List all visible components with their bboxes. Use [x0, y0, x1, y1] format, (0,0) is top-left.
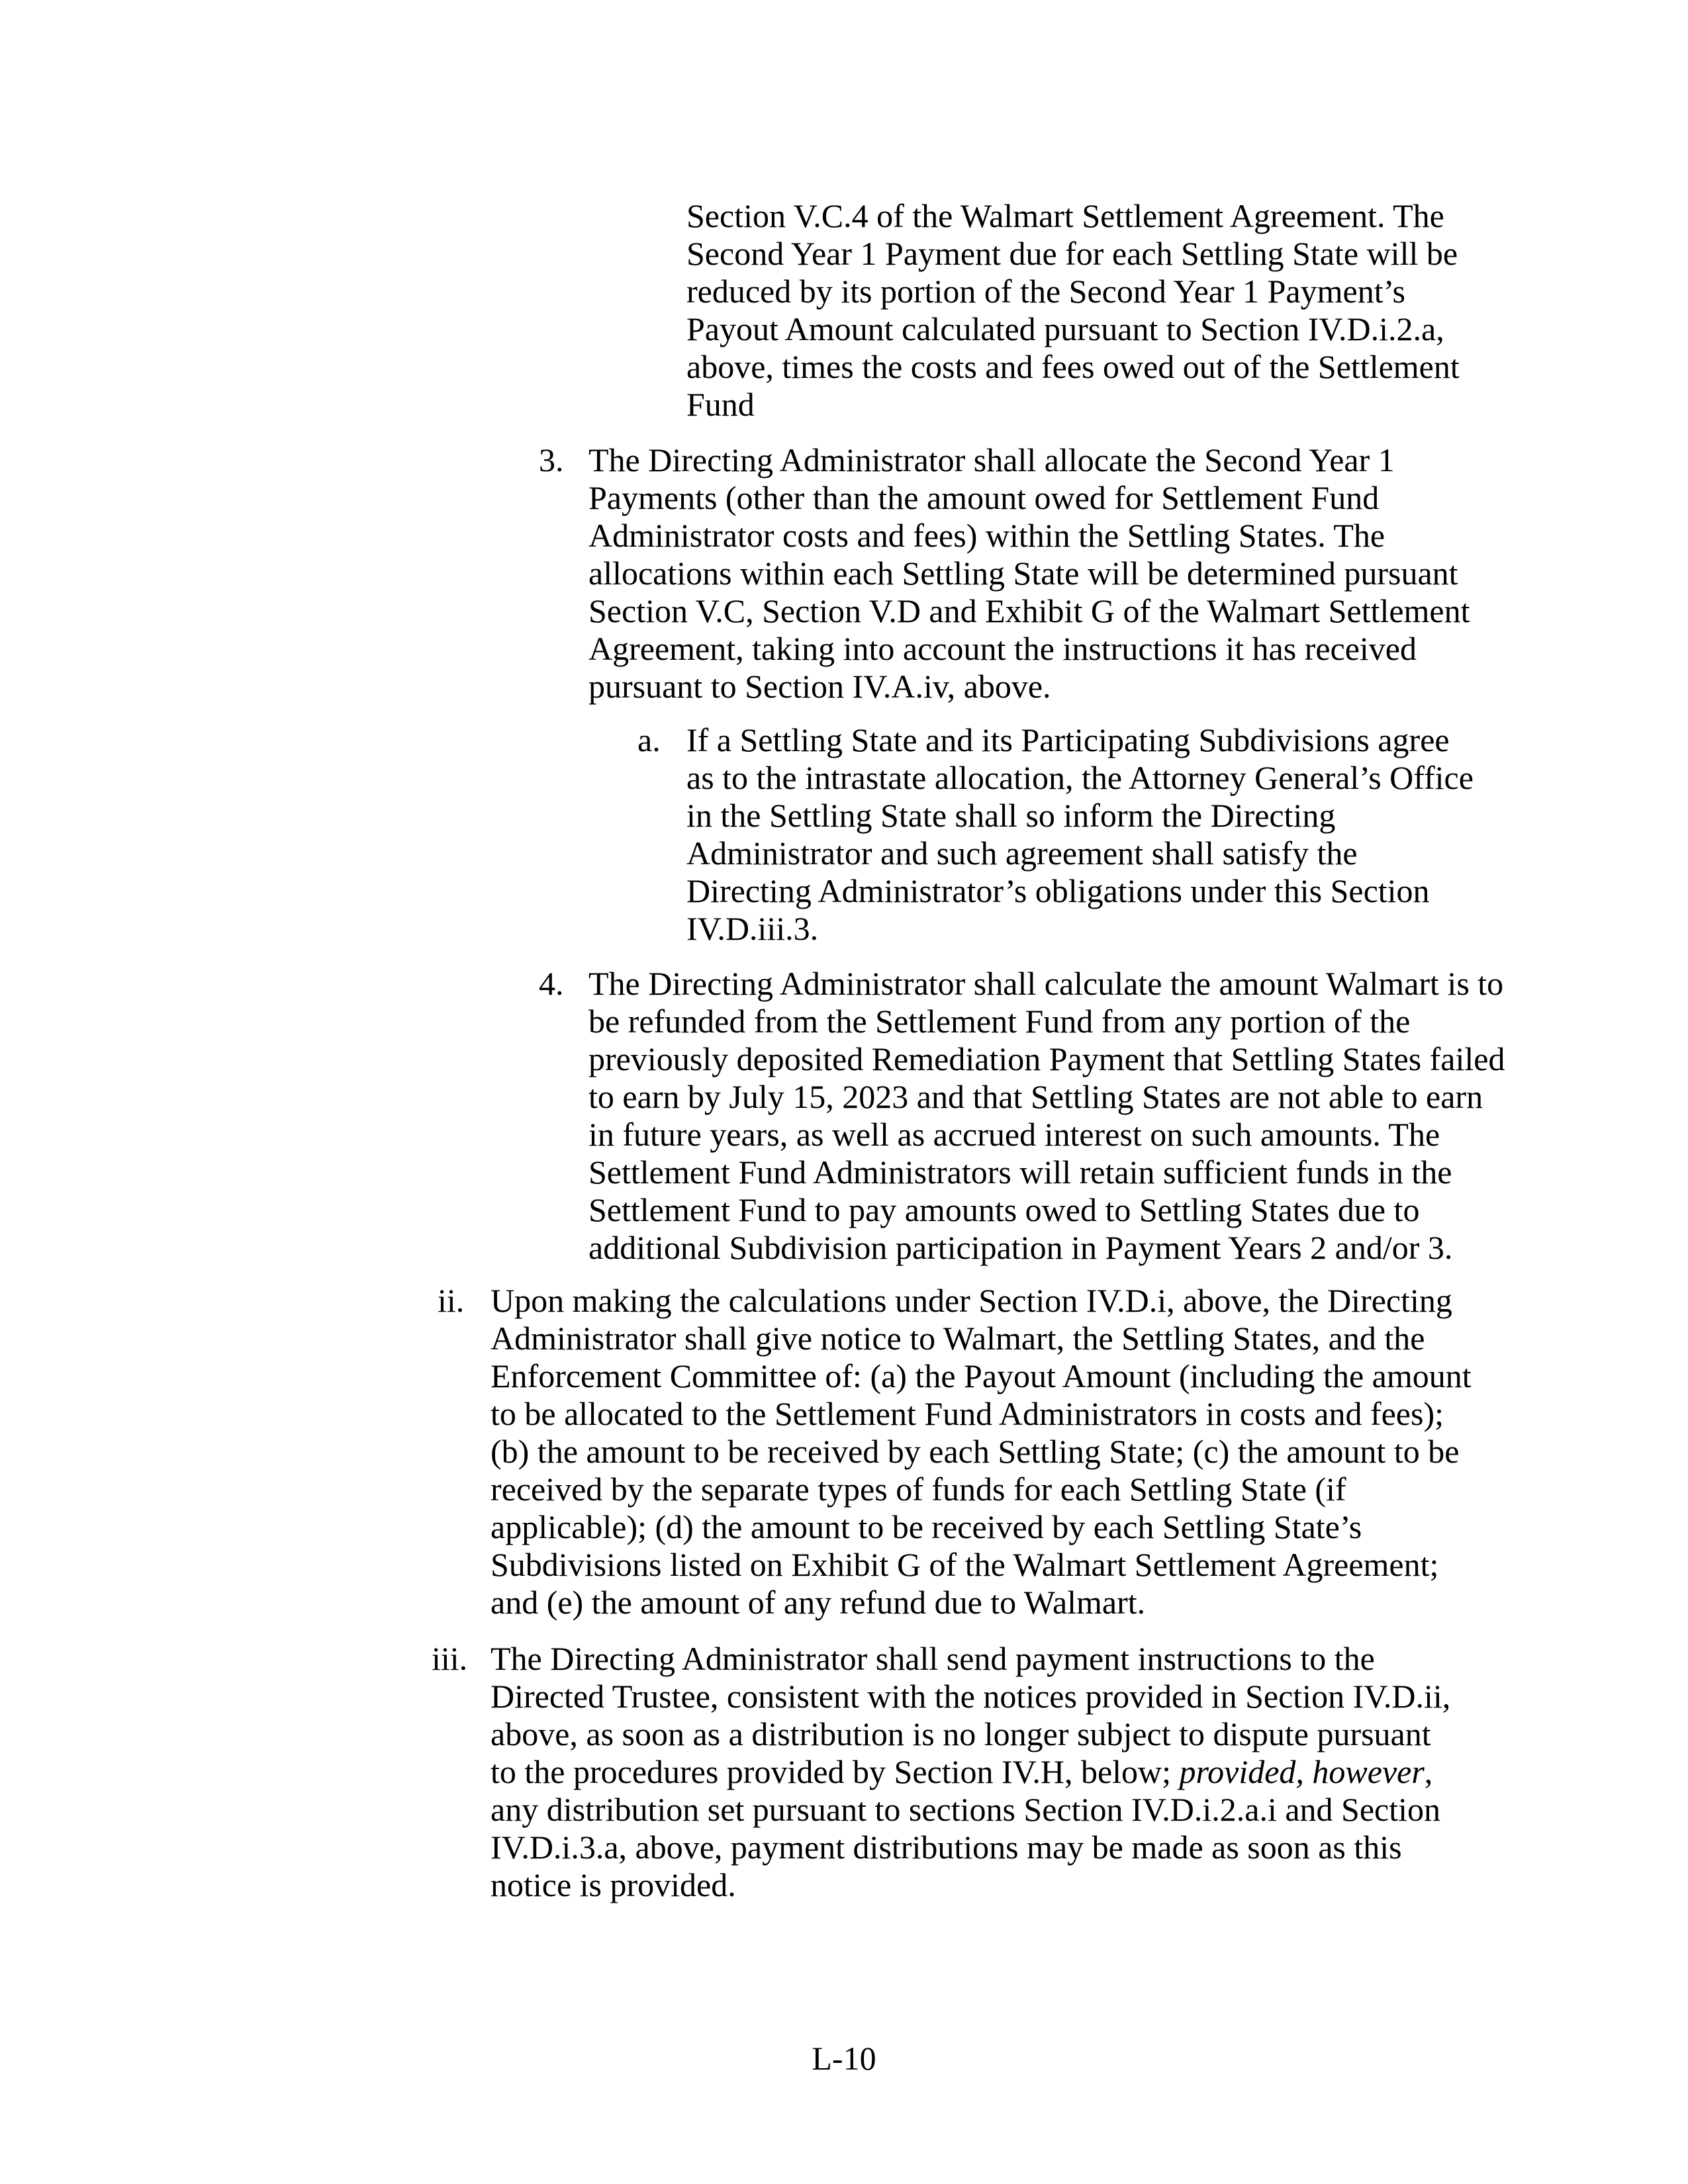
- item-iii-label: iii.: [432, 1640, 468, 1677]
- item-iii-text-before: The Directing Administrator shall send payment instructions to the Directed Trustee, consistent with the notices provided in Section IV.D.ii, above, as soon as a distribution is no longer subject to dispute pursuant to the procedures provided by Section IV.H, below;: [491, 1640, 1451, 1790]
- item-ii-label: ii.: [438, 1282, 465, 1319]
- item-iii-text: [491, 1640, 1457, 1904]
- item-4-label: 4.: [539, 965, 564, 1002]
- page-number: L-10: [812, 2040, 876, 2077]
- item-iii-italic: provided, however: [1179, 1753, 1425, 1790]
- item-3a-text: If a Settling State and its Participating Subdivisions agree as to the intrastate allocation, the Attorney General’s Office in the Settling State shall so inform the Directing Administrator and such agreement shall satisfy the Directing Administrator’s obligations under this Section IV.D.iii.3.: [686, 721, 1474, 947]
- item-ii-text: Upon making the calculations under Section IV.D.i, above, the Directing Administrator shall give notice to Walmart, the Settling States, and the Enforcement Committee of: (a) the Payout Amount (including the amount to be allocated to the Settlement Fund Administrators in costs and fees); (b) the amount to be received by each Settling State; (c) the amount to be received by the separate types of funds for each Settling State (if applicable); (d) the amount to be received by each Settling State’s Subdivisions listed on Exhibit G of the Walmart Settlement Agreement; and (e) the amount of any refund due to Walmart.: [491, 1282, 1472, 1621]
- item-3a-label: a.: [637, 721, 661, 758]
- item-4-text: The Directing Administrator shall calculate the amount Walmart is to be refunded from the Settlement Fund from any portion of the previously deposited Remediation Payment that Settling States failed to earn by July 15, 2023 and that Settling States are not able to earn in future years, as well as accrued interest on such amounts. The Settlement Fund Administrators will retain sufficient funds in the Settlement Fund to pay amounts owed to Settling States due to additional Subdivision participation in Payment Years 2 and/or 3.: [588, 965, 1505, 1266]
- continuation-paragraph: Section V.C.4 of the Walmart Settlement Agreement. The Second Year 1 Payment due for each Settling State will be reduced by its portion of the Second Year 1 Payment’s Payout Amount calculated pursuant to Section IV.D.i.2.a, above, times the costs and fees owed out of the Settlement Fund: [686, 197, 1460, 423]
- item-3-text: The Directing Administrator shall allocate the Second Year 1 Payments (other than the amount owed for Settlement Fund Administrator costs and fees) within the Settling States. The allocations within each Settling State will be determined pursuant Section V.C, Section V.D and Exhibit G of the Walmart Settlement Agreement, taking into account the instructions it has received pursuant to Section IV.A.iv, above.: [588, 441, 1470, 705]
- item-3-label: 3.: [539, 441, 564, 478]
- item-iii-text-after: , any distribution set pursuant to sections Section IV.D.i.2.a.i and Section IV.D.i.3.a, above, payment distributions may be made as soon as this notice is provided.: [491, 1753, 1441, 1903]
